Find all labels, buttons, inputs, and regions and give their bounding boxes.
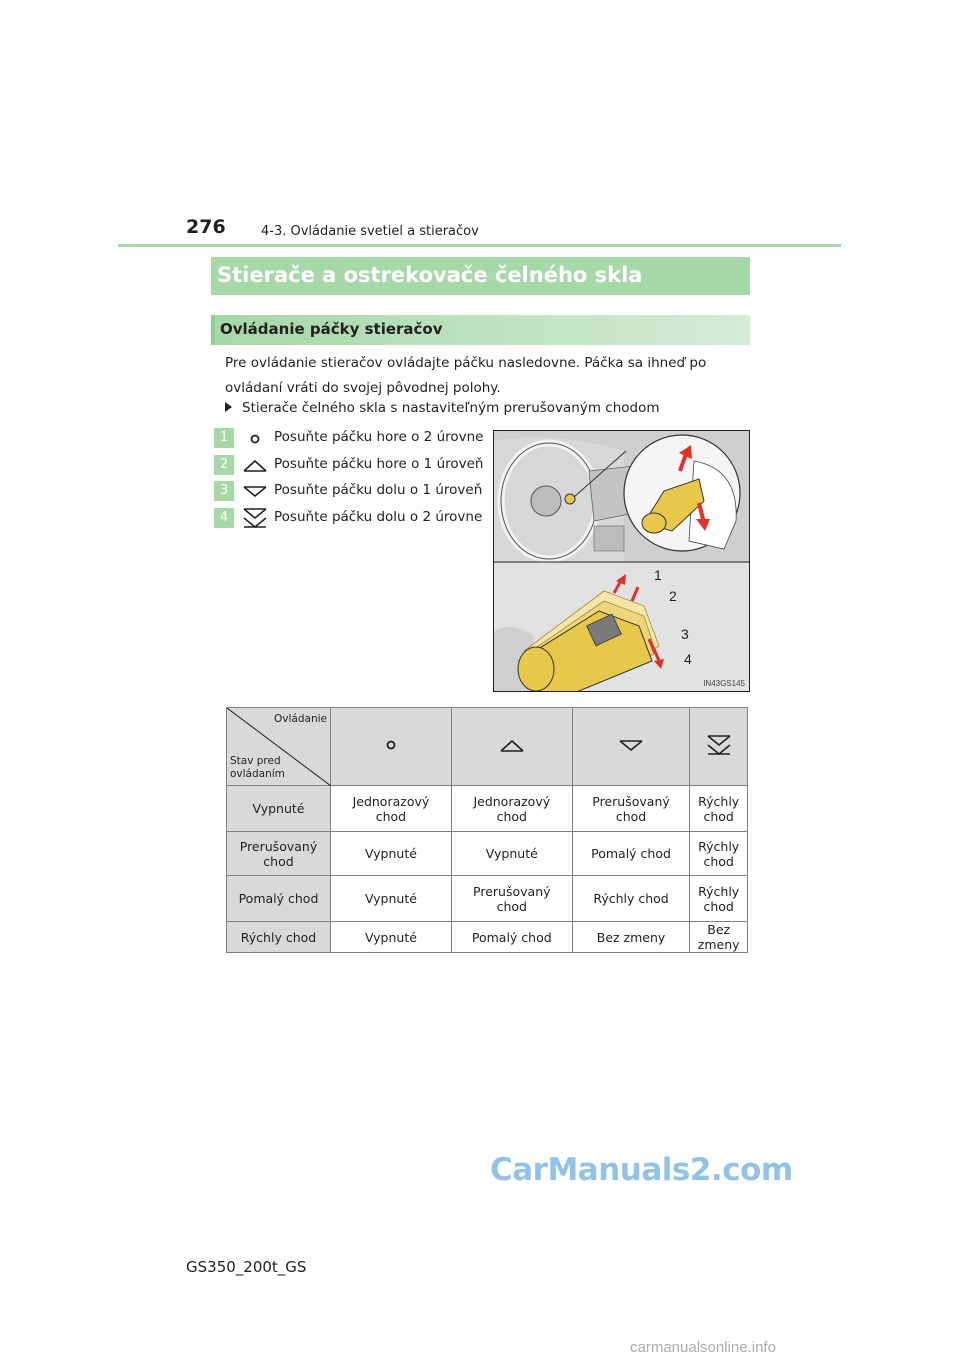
callout-1: 1 <box>654 567 662 583</box>
table-cell: Rýchly chod <box>690 832 748 876</box>
step-3 <box>214 481 494 501</box>
wiper-operation-table <box>226 707 748 953</box>
bullet-text: Stierače čelného skla s nastaviteľným prerušovaným chodom <box>242 400 660 416</box>
step-text: Posuňte páčku dolu o 1 úroveň <box>274 482 483 498</box>
watermark[interactable]: CarManuals2.com <box>490 1152 793 1188</box>
table-cell: Jednorazový chod <box>451 786 572 832</box>
row-state: Vypnuté <box>227 786 331 832</box>
table-cell: Vypnuté <box>451 832 572 876</box>
table-cell: Rýchly chod <box>690 786 748 832</box>
column-header <box>451 708 572 786</box>
step-text: Posuňte páčku dolu o 2 úrovne <box>274 509 483 525</box>
subsection-title: Ovládanie páčky stieračov <box>211 315 750 345</box>
table-corner-cell <box>227 708 331 786</box>
step-number: 4 <box>214 508 234 528</box>
table-cell: Jednorazový chod <box>331 786 452 832</box>
column-header <box>331 708 452 786</box>
watermark-secondary[interactable]: carmanualsonline.info <box>630 1339 776 1356</box>
step-2 <box>214 455 494 475</box>
chapter-title: 4-3. Ovládanie svetiel a stieračov <box>261 224 479 239</box>
triangle-bullet-icon <box>225 402 232 412</box>
table-cell: Vypnuté <box>331 876 452 922</box>
bullet-item <box>225 400 660 416</box>
table-cell: Prerušovaný chod <box>451 876 572 922</box>
footer-model: GS350_200t_GS <box>186 1258 307 1276</box>
step-number: 1 <box>214 428 234 448</box>
chevron-down-icon <box>618 733 644 757</box>
callout-4: 4 <box>684 651 692 667</box>
row-state: Prerušovaný chod <box>227 832 331 876</box>
table-cell: Pomalý chod <box>451 922 572 953</box>
row-state: Pomalý chod <box>227 876 331 922</box>
table-row <box>227 922 748 953</box>
double-chevron-down-icon <box>242 506 268 530</box>
step-text: Posuňte páčku hore o 1 úroveň <box>274 456 484 472</box>
step-1 <box>214 428 494 448</box>
callout-2: 2 <box>669 588 677 604</box>
lever-drawing <box>494 431 750 692</box>
table-header-row <box>227 708 748 786</box>
header-operation: Ovládanie <box>274 713 327 725</box>
figure-code: IN43GS145 <box>703 679 745 688</box>
table-cell: Vypnuté <box>331 922 452 953</box>
page-number: 276 <box>186 216 226 238</box>
table-cell: Bez zmeny <box>572 922 690 953</box>
circle-icon <box>242 426 268 450</box>
row-state: Rýchly chod <box>227 922 331 953</box>
step-number: 3 <box>214 481 234 501</box>
step-text: Posuňte páčku hore o 2 úrovne <box>274 429 484 445</box>
table-cell: Prerušovaný chod <box>572 786 690 832</box>
header-rule <box>118 244 841 247</box>
wiper-lever-illustration <box>493 430 750 692</box>
header-state: Stav pred ovládaním <box>230 755 285 780</box>
table-row <box>227 786 748 832</box>
table-cell: Bez zmeny <box>690 922 748 953</box>
table-cell: Rýchly chod <box>690 876 748 922</box>
table-row <box>227 876 748 922</box>
double-chevron-down-icon <box>706 733 732 757</box>
table-cell: Pomalý chod <box>572 832 690 876</box>
column-header <box>690 708 748 786</box>
callout-3: 3 <box>681 626 689 642</box>
chevron-up-icon <box>499 733 525 757</box>
section-title: Stierače a ostrekovače čelného skla <box>211 257 750 295</box>
table-cell: Rýchly chod <box>572 876 690 922</box>
step-number: 2 <box>214 455 234 475</box>
chevron-down-icon <box>242 479 268 503</box>
column-header <box>572 708 690 786</box>
intro-paragraph: Pre ovládanie stieračov ovládajte páčku nasledovne. Páčka sa ihneď po ovládaní vráti do svojej pôvodnej polohy. <box>225 355 707 396</box>
chevron-up-icon <box>242 453 268 477</box>
circle-icon <box>378 733 404 757</box>
table-cell: Vypnuté <box>331 832 452 876</box>
table-row <box>227 832 748 876</box>
step-4 <box>214 508 494 528</box>
